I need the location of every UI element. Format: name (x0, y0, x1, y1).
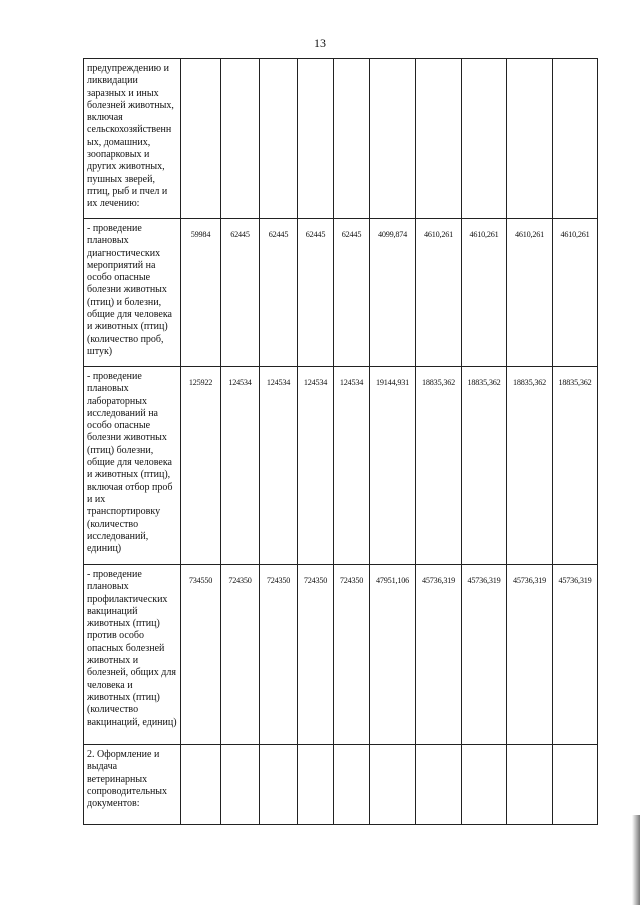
table-cell: 125922 (181, 367, 221, 565)
table-cell (221, 745, 260, 825)
table-cell (334, 59, 370, 219)
table-cell: 59984 (181, 219, 221, 367)
page-number: 13 (314, 36, 326, 50)
table-cell: 62445 (221, 219, 260, 367)
table-row (84, 219, 598, 367)
table-cell (370, 59, 416, 219)
table-cell: 124534 (221, 367, 260, 565)
table-row (84, 565, 598, 745)
table-cell (416, 59, 462, 219)
table-cell: 62445 (260, 219, 298, 367)
table-cell (221, 59, 260, 219)
row-label: предупреждению и ликвидации заразных и иных болезней животных, включая сельскохозяйственн ых, домашних, зоопарковых и других животных, пушных зверей, птиц, рыб и пчел и их лечению: (84, 59, 181, 219)
table-cell: 18835,362 (553, 367, 598, 565)
table-cell (298, 745, 334, 825)
row-label: - проведение плановых лабораторных исследований на особо опасные болезни животных (птиц) болезни, общие для человека и животных (птиц), включая отбор проб и их транспортировку (количество исследований, единиц) (84, 367, 181, 565)
table-cell (370, 745, 416, 825)
table-cell (298, 59, 334, 219)
table-cell: 62445 (334, 219, 370, 367)
table-cell (334, 745, 370, 825)
table-cell (260, 745, 298, 825)
table-cell: 47951,106 (370, 565, 416, 745)
table-cell: 124534 (334, 367, 370, 565)
table-row (84, 745, 598, 825)
table-cell (181, 59, 221, 219)
table-cell (181, 745, 221, 825)
table-cell (507, 745, 553, 825)
table-cell (507, 59, 553, 219)
table-cell: 724350 (298, 565, 334, 745)
table-cell (462, 745, 507, 825)
table-cell: 124534 (260, 367, 298, 565)
table-cell: 724350 (260, 565, 298, 745)
table-cell (260, 59, 298, 219)
row-label: 2. Оформление и выдача ветеринарных сопроводительных документов: (84, 745, 181, 825)
table-cell: 45736,319 (507, 565, 553, 745)
table-cell (553, 745, 598, 825)
table-cell: 734550 (181, 565, 221, 745)
table-cell: 724350 (221, 565, 260, 745)
table-cell: 45736,319 (462, 565, 507, 745)
indicators-table (83, 58, 598, 825)
table-row (84, 59, 598, 219)
table-cell (462, 59, 507, 219)
table-cell: 18835,362 (416, 367, 462, 565)
table-cell: 124534 (298, 367, 334, 565)
scan-edge-shadow (632, 815, 640, 905)
table-cell: 62445 (298, 219, 334, 367)
table-cell: 18835,362 (462, 367, 507, 565)
table-cell: 4099,874 (370, 219, 416, 367)
row-label: - проведение плановых диагностических мероприятий на особо опасные болезни животных (птиц) и болезни, общие для человека и животных (птиц) (количество проб, штук) (84, 219, 181, 367)
table-cell: 45736,319 (553, 565, 598, 745)
table-cell: 45736,319 (416, 565, 462, 745)
table-cell: 4610,261 (553, 219, 598, 367)
table-row (84, 367, 598, 565)
row-label: - проведение плановых профилактических вакцинаций животных (птиц) против особо опасных болезней животных и болезней, общих для человека и животных (птиц) (количество вакцинаций, единиц) (84, 565, 181, 745)
table-cell (553, 59, 598, 219)
table-cell (416, 745, 462, 825)
table-cell: 724350 (334, 565, 370, 745)
table-cell: 4610,261 (507, 219, 553, 367)
table-cell: 4610,261 (416, 219, 462, 367)
table-cell: 19144,931 (370, 367, 416, 565)
table-cell: 4610,261 (462, 219, 507, 367)
table-cell: 18835,362 (507, 367, 553, 565)
